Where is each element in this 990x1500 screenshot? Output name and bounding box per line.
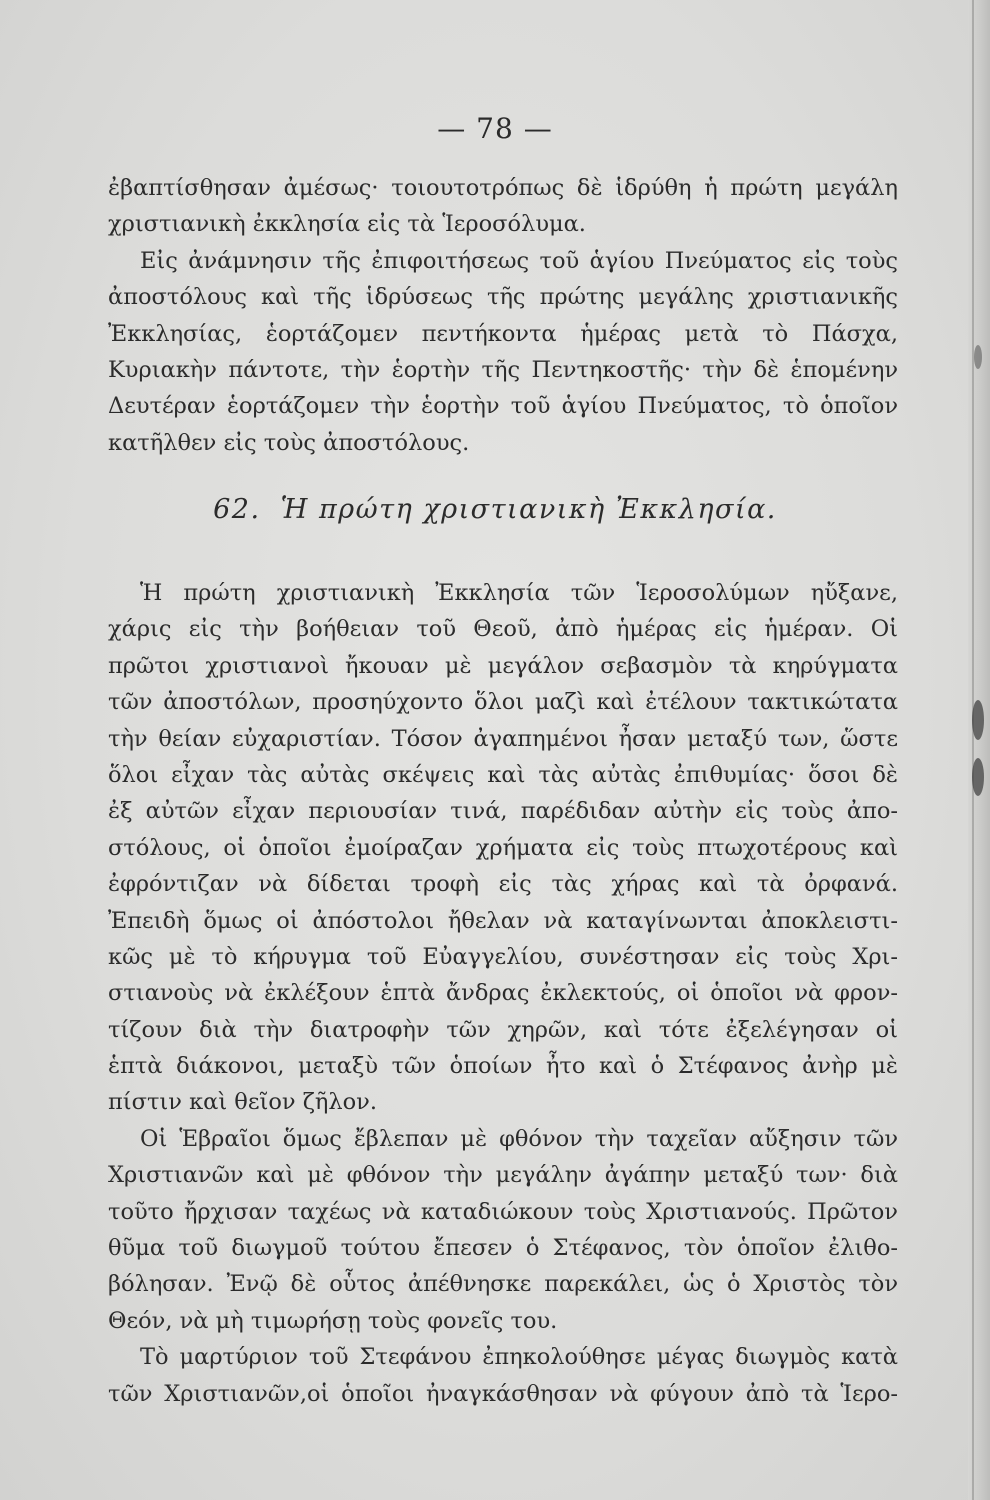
text-line: χάρις εἰς τὴν βοήθειαν τοῦ Θεοῦ, ἀπὸ ἡμέρας εἰς ἡμέραν. Οἱ [108,616,898,643]
page-edge-line [972,0,974,1500]
section-body-text [108,575,898,1412]
text-line: Τὸ μαρτύριον τοῦ Στεφάνου ἐπηκολούθησε μέγας διωγμὸς κατὰ [140,1344,898,1371]
text-line: θῦμα τοῦ διωγμοῦ τούτου ἔπεσεν ὁ Στέφανος, τὸν ὁποῖον ἐλιθο- [108,1235,898,1262]
page-number: — 78 — [437,112,553,145]
text-line: Ἐκκλησίας, ἑορτάζομεν πεντήκοντα ἡμέρας μετὰ τὸ Πάσχα, [108,320,898,347]
text-line: χριστιανικὴ ἐκκλησία εἰς τὰ Ἱεροσόλυμα. [108,211,586,238]
text-line: Χριστιανῶν καὶ μὲ φθόνον τὴν μεγάλην ἀγάπην μεταξύ των· διὰ [108,1162,898,1189]
text-line: κατῆλθεν εἰς τοὺς ἀποστόλους. [108,429,470,456]
text-line: τὴν θείαν εὐχαριστίαν. Τόσον ἀγαπημένοι ἦσαν μεταξύ των, ὥστε [108,725,898,752]
text-line: κῶς μὲ τὸ κήρυγμα τοῦ Εὐαγγελίου, συνέστησαν εἰς τοὺς Χρι- [108,943,898,970]
text-line: ἑπτὰ διάκονοι, μεταξὺ τῶν ὁποίων ἦτο καὶ ὁ Στέφανος ἀνὴρ μὲ [108,1053,898,1080]
text-line: τοῦτο ἤρχισαν ταχέως νὰ καταδιώκουν τοὺς Χριστιανούς. Πρῶτον [108,1198,898,1225]
margin-ink-mark [972,758,984,796]
text-line: στιανοὺς νὰ ἐκλέξουν ἑπτὰ ἄνδρας ἐκλεκτούς, οἱ ὁποῖοι νὰ φρον- [108,980,898,1007]
text-line: Ἡ πρώτη χριστιανικὴ Ἐκκλησία τῶν Ἱεροσολύμων ηὔξανε, [140,580,898,606]
text-line: τῶν ἀποστόλων, προσηύχοντο ὅλοι μαζὶ καὶ ἐτέλουν τακτικώτατα [108,689,898,716]
margin-ink-mark [972,700,984,740]
text-line: ἀποστόλους καὶ τῆς ἱδρύσεως τῆς πρώτης μεγάλης χριστιανικῆς [108,284,898,311]
text-line: Κυριακὴν πάντοτε, τὴν ἑορτὴν τῆς Πεντηκοστῆς· τὴν δὲ ἑπομένην [108,356,898,383]
text-line: Εἰς ἀνάμνησιν τῆς ἐπιφοιτήσεως τοῦ ἁγίου Πνεύματος εἰς τοὺς [140,247,898,274]
text-line: Ἐπειδὴ ὅμως οἱ ἀπόστολοι ἤθελαν νὰ καταγίνωνται ἀποκλειστι- [108,907,898,934]
section-number: 62. [213,494,261,525]
text-line: ὅλοι εἶχαν τὰς αὐτὰς σκέψεις καὶ τὰς αὐτὰς ἐπιθυμίας· ὅσοι δὲ [108,761,898,788]
text-line: τῶν Χριστιανῶν,οἱ ὁποῖοι ἠναγκάσθησαν νὰ φύγουν ἀπὸ τὰ Ἱερο- [108,1380,898,1407]
text-line: στόλους, οἱ ὁποῖοι ἐμοίραζαν χρήματα εἰς τοὺς πτωχοτέρους καὶ [108,834,898,861]
text-line: Θεόν, νὰ μὴ τιμωρήσῃ τοὺς φονεῖς του. [108,1307,558,1334]
section-title: Ἡ πρώτη χριστιανικὴ Ἐκκλησία. [280,494,777,525]
text-line: Δευτέραν ἑορτάζομεν τὴν ἑορτὴν τοῦ ἁγίου Πνεύματος, τὸ ὁποῖον [108,393,898,420]
text-line: ἐβαπτίσθησαν ἀμέσως· τοιουτοτρόπως δὲ ἱδρύθη ἡ πρώτη μεγάλη [108,175,898,201]
text-line: ἐξ αὐτῶν εἶχαν περιουσίαν τινά, παρέδιδαν αὐτὴν εἰς τοὺς ἀπο- [108,798,898,825]
text-line: πίστιν καὶ θεῖον ζῆλον. [108,1089,378,1116]
text-line: τίζουν διὰ τὴν διατροφὴν τῶν χηρῶν, καὶ τότε ἐξελέγησαν οἱ [108,1016,898,1043]
text-line: Οἱ Ἑβραῖοι ὅμως ἔβλεπαν μὲ φθόνον τὴν ταχεῖαν αὔξησιν τῶν [140,1125,898,1152]
text-line: ἐφρόντιζαν νὰ δίδεται τροφὴ εἰς τὰς χήρας καὶ τὰ ὀρφανά. [108,871,898,898]
text-line: βόλησαν. Ἐνῷ δὲ οὗτος ἀπέθνησκε παρεκάλει, ὡς ὁ Χριστὸς τὸν [108,1271,898,1298]
section-heading [0,494,990,525]
text-line: πρῶτοι χριστιανοὶ ἤκουαν μὲ μεγάλον σεβασμὸν τὰ κηρύγματα [108,652,898,679]
margin-ink-mark [974,345,982,369]
continuation-text [108,170,898,461]
